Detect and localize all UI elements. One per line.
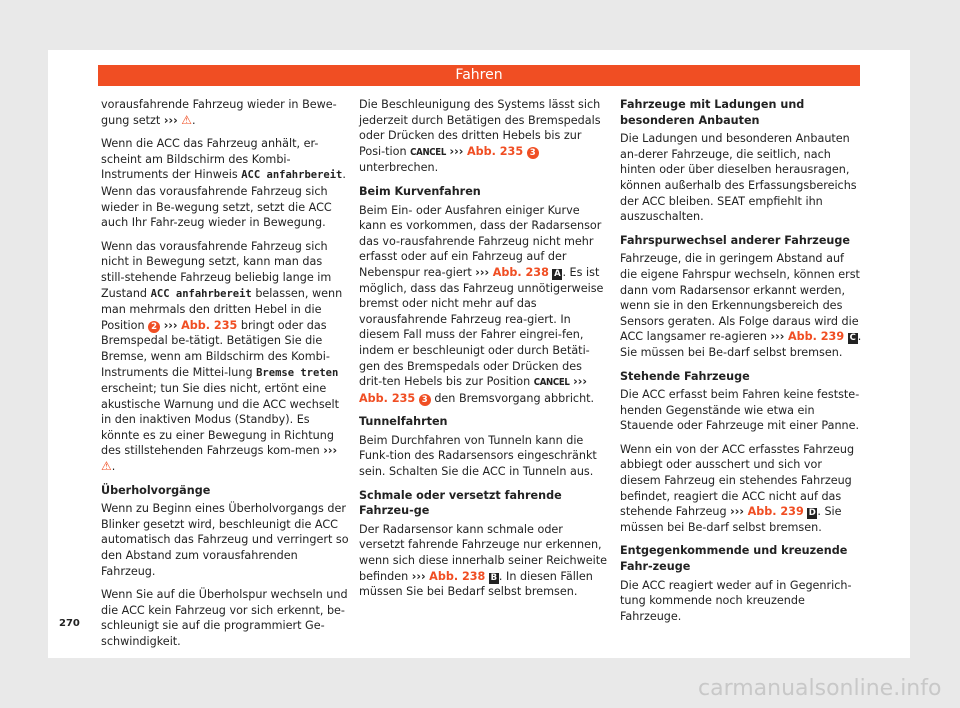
- section-header: [98, 65, 860, 86]
- text: . Es ist möglich, dass das Fahrzeug unnötigerweise bremst oder nicht mehr auf das vorausfahrende Fahrzeug rea-giert. In diesem Fall muss der Fahrer eingrei-fen, indem er beschleunigt oder durch Betäti-gen des Bremspedals oder Drücken des drit-ten Hebels bis zur Position: [359, 265, 604, 389]
- text-column-3: [620, 97, 862, 632]
- reference-arrows: ›››: [449, 144, 464, 158]
- text: bringt oder das Bremspedal be-tätigt. Betätigen Sie die Bremse, wenn am Bildschirm des Kombi-Instruments die Mittei-lung: [101, 318, 330, 379]
- subheading: Stehende Fahrzeuge: [620, 369, 750, 383]
- figure-link[interactable]: Abb. 235: [181, 318, 238, 332]
- reference-arrows: ›››: [770, 330, 785, 344]
- display-message: ACC anfahrbereit: [241, 169, 343, 182]
- text-column-1: [101, 97, 349, 658]
- text: Fahrzeuge, die in geringem Abstand auf die eigene Fahrspur wechseln, können erst dann vom Radarsensor erkannt werden, wenn sie in den Erkennungsbereich des Sensors geraten. Als Folge daraus wird die ACC langsamer re-agieren: [620, 252, 860, 344]
- subheading: Tunnelfahrten: [359, 415, 448, 429]
- reference-arrows: ›››: [163, 318, 178, 332]
- paragraph: Wenn zu Beginn eines Überholvorgangs der Blinker gesetzt wird, beschleunigt die ACC automatisch das Fahrzeug und verringert so den Abstand zum vorausfahrenden Fahrzeug.: [101, 502, 349, 578]
- text: . Sie müssen bei Be-darf selbst bremsen.: [620, 505, 842, 534]
- reference-arrows: ›››: [411, 569, 426, 583]
- paragraph: [620, 442, 862, 536]
- text: Die Beschleunigung des Systems lässt sich jederzeit durch Betätigen des Bremspedals oder Drücken des dritten Hebels bis zur Posi-tion: [359, 98, 601, 158]
- text: . In diesen Fällen müssen Sie bei Bedarf selbst bremsen.: [359, 569, 593, 599]
- text: . Wenn das vorausfahrende Fahrzeug sich wieder in Be-wegung setzt, setzt die ACC auch Ihr Fahr-zeug wieder in Bewegung.: [101, 168, 346, 230]
- paragraph: Beim Durchfahren von Tunneln kann die Funk-tion des Radarsensors eingeschränkt sein. Schalten Sie die ACC in Tunneln aus.: [359, 433, 597, 479]
- page-number: 270: [59, 618, 80, 629]
- cancel-position-label: CANCEL: [410, 146, 446, 158]
- figure-part-marker: C: [849, 333, 856, 344]
- figure-link[interactable]: Abb. 239: [747, 505, 804, 519]
- paragraph: Wenn Sie auf die Überholspur wechseln und die ACC kein Fahrzeug vor sich erkennt, be-schleunigt sie auf die programmiert Ge-schwindigkeit.: [101, 588, 348, 648]
- paragraph: vorausfahrende Fahrzeug wieder in Bewe-gung setzt ››› ⚠.: [101, 98, 337, 127]
- reference-arrows: ›››: [573, 375, 587, 389]
- reference-arrows: ›››: [730, 505, 745, 519]
- figure-part-marker: B: [490, 572, 498, 583]
- paragraph: [359, 97, 607, 176]
- warning-icon[interactable]: ⚠: [101, 459, 112, 474]
- paragraph: [620, 251, 862, 360]
- paragraph: Die ACC reagiert weder auf in Gegenrich-tung kommende noch kreuzende Fahrzeuge.: [620, 578, 852, 623]
- text: Wenn das vorausfahrende Fahrzeug sich nicht in Bewegung setzt, kann man das still-stehende Fahrzeug beliebig lange im Zustand: [101, 239, 332, 300]
- figure-link[interactable]: Abb. 238: [492, 265, 549, 279]
- paragraph: [359, 522, 607, 600]
- paragraph: [359, 203, 607, 407]
- position-marker: 3: [527, 147, 539, 159]
- paragraph: [101, 136, 349, 231]
- text: belassen, wenn man mehrmals den dritten Hebel in die Position: [101, 286, 343, 332]
- paragraph: Wenn das vorausfahrende Fahrzeug sich nicht in Bewegung setzt, kann man das still-stehende Fahrzeug beliebig lange im Zustand ACC anfahrbereit belassen, wenn man mehrmals den dritten Hebel in die Position 2 ››› Abb. 235 bringt oder das Bremspedal be-tätigt. Betätigen Sie die Bremse, wenn am Bildschirm des Kombi-Instruments die Mittei-lung Bremse treten erscheint; tun Sie dies nicht, ertönt eine akustische Warnung und die ACC wechselt in den inaktiven Modus (Standby). Es könnte es zu einer Bewegung in Richtung des stillstehenden Fahrzeugs kom-men ››› ⚠.: [101, 239, 343, 474]
- text: Der Radarsensor kann schmale oder versetzt fahrende Fahrzeuge nur erkennen, wenn sich diese innerhalb seiner Reichweite befinden: [359, 522, 608, 583]
- reference-arrows: ›››: [475, 265, 490, 279]
- text: vorausfahrende Fahrzeug wieder in Bewe-gung setzt: [101, 98, 337, 127]
- subheading: Fahrspurwechsel anderer Fahrzeuge: [620, 233, 850, 247]
- text: den Bremsvorgang abbricht.: [434, 391, 595, 405]
- figure-link[interactable]: Abb. 235: [359, 391, 416, 405]
- figure-link[interactable]: Abb. 239: [787, 330, 845, 344]
- paragraph: Die Ladungen und besonderen Anbauten an-derer Fahrzeuge, die seitlich, nach hinten oder über dieselben herausragen, können außerhalb des Erfassungsbereichs der ACC bleiben. SEAT empfiehlt ihn auszuschalten.: [620, 132, 857, 224]
- reference-arrows: ›››: [163, 113, 178, 127]
- text: Wenn ein von der ACC erfasstes Fahrzeug abbiegt oder ausschert und sich vor diesem Fahrzeug ein stehendes Fahrzeug befindet, reagiert die ACC nicht auf das stehende Fahrzeug: [620, 442, 855, 519]
- warning-icon[interactable]: ⚠: [181, 112, 193, 127]
- position-marker: 2: [148, 321, 160, 333]
- figure-link[interactable]: Abb. 235: [466, 144, 524, 158]
- position-marker: 3: [419, 394, 431, 406]
- subheading: Überholvorgänge: [101, 483, 211, 497]
- text: Beim Ein- oder Ausfahren einiger Kurve kann es vorkommen, dass der Radarsensor das vo-rausfahrende Fahrzeug nicht mehr erfasst oder auf ein Fahrzeug auf der Nebenspur rea-giert: [359, 203, 602, 279]
- subheading: Entgegenkommende und kreuzende Fahr-zeuge: [620, 544, 848, 574]
- paragraph: Die ACC erfasst beim Fahren keine festste-henden Gegenstände wie etwa ein Stauende oder Fahrzeuge mit einer Panne.: [620, 388, 860, 433]
- cancel-position-label: CANCEL: [533, 377, 570, 389]
- display-message: Bremse treten: [256, 366, 339, 379]
- subheading: Schmale oder versetzt fahrende Fahrzeu-ge: [359, 488, 562, 518]
- text: Wenn die ACC das Fahrzeug anhält, er-scheint am Bildschirm des Kombi-Instruments der Hinweis: [101, 137, 319, 182]
- subheading: Beim Kurvenfahren: [359, 184, 481, 198]
- reference-arrows: ›››: [323, 444, 338, 458]
- figure-part-marker: D: [808, 508, 816, 519]
- display-message: ACC anfahrbereit: [150, 287, 252, 300]
- text: unterbrechen.: [359, 161, 439, 175]
- text: . Sie müssen bei Be-darf selbst bremsen.: [620, 330, 862, 359]
- section-title: Fahren: [455, 67, 503, 83]
- figure-link[interactable]: Abb. 238: [429, 569, 486, 583]
- text: erscheint; tun Sie dies nicht, ertönt eine akustische Warnung und die ACC wechselt in den inaktiven Modus (Standby). Es könnte es zu einer Bewegung in Richtung des stillstehenden Fahrzeugs kom-men: [101, 382, 340, 458]
- figure-part-marker: A: [554, 268, 561, 279]
- text-column-2: [359, 97, 607, 608]
- subheading: Fahrzeuge mit Ladungen und besonderen Anbauten: [620, 98, 805, 127]
- watermark: carmanualsonline.info: [698, 676, 942, 701]
